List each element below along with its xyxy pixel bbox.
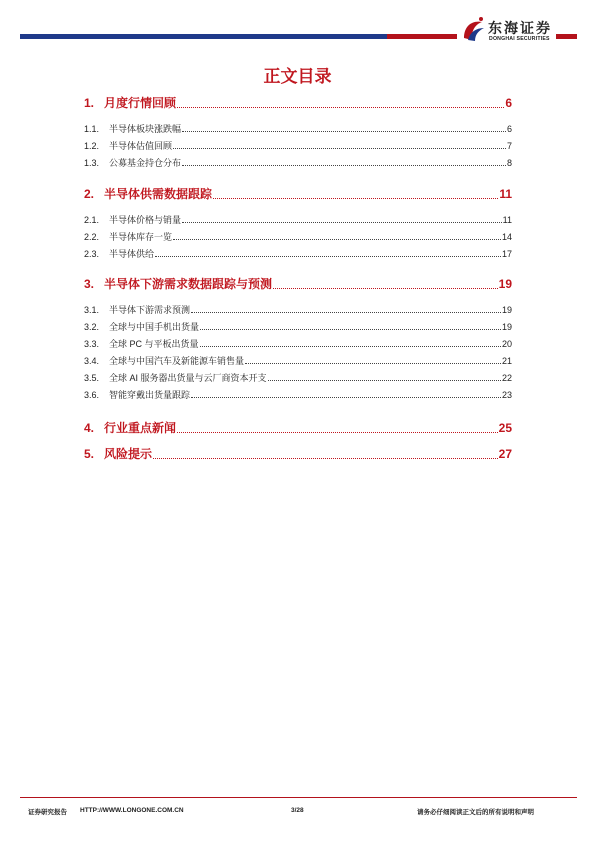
toc-entry-1-3[interactable]	[84, 156, 512, 169]
brand-name-cn: 东海证券	[488, 21, 552, 37]
toc-leader-dots	[177, 432, 498, 433]
toc-leader-dots	[173, 148, 506, 149]
toc-entry-page: 23	[501, 390, 512, 400]
footer-report-type: 证券研究报告	[28, 809, 67, 816]
toc-entry-label: 全球 AI 服务器出货量与云厂商资本开支	[109, 373, 267, 383]
footer-rule	[20, 797, 577, 798]
toc-entry-3[interactable]	[84, 275, 512, 292]
toc-entry-page: 22	[501, 373, 512, 383]
header-rule-blue	[20, 34, 387, 39]
toc-entry-3-4[interactable]	[84, 354, 512, 367]
toc-leader-dots	[177, 107, 504, 108]
toc-entry-3-5[interactable]	[84, 371, 512, 384]
toc-entry-page: 27	[498, 447, 512, 461]
toc-leader-dots	[173, 239, 501, 240]
toc-entry-page: 17	[501, 249, 512, 259]
toc-entry-num: 1.	[84, 96, 95, 110]
toc-entry-label: 全球 PC 与平板出货量	[109, 339, 199, 349]
toc-entry-num: 3.5.	[84, 373, 100, 383]
toc-entry-page: 11	[499, 187, 512, 201]
brand-name-en: DONGHAI SECURITIES	[489, 36, 550, 42]
toc-leader-dots	[200, 329, 501, 330]
toc-entry-num: 3.2.	[84, 322, 100, 332]
toc-entry-num: 1.2.	[84, 141, 100, 151]
toc-entry-num: 1.1.	[84, 124, 100, 134]
footer-disclaimer: 请务必仔细阅读正文后的所有说明和声明	[417, 809, 534, 816]
toc-entry-label: 半导体价格与销量	[109, 215, 182, 225]
toc-entry-label: 半导体库存一览	[109, 232, 173, 242]
toc-entry-num: 4.	[84, 421, 95, 435]
toc-entry-page: 11	[502, 215, 512, 225]
toc-entry-num: 2.3.	[84, 249, 100, 259]
toc-entry-page: 19	[498, 277, 512, 291]
toc-leader-dots	[182, 222, 502, 223]
header-rule-right	[556, 34, 577, 39]
header-rule-red	[387, 34, 457, 39]
toc-leader-dots	[245, 363, 501, 364]
toc-entry-page: 6	[506, 124, 512, 134]
toc-leader-dots	[155, 256, 501, 257]
footer-page-number: 3/28	[291, 807, 304, 814]
toc-leader-dots	[273, 288, 498, 289]
toc-entry-page: 14	[501, 232, 512, 242]
brand-mark-icon	[458, 14, 490, 46]
toc-entry-label: 月度行情回顾	[104, 96, 177, 110]
toc-entry-label: 全球与中国汽车及新能源车销售量	[109, 356, 245, 366]
toc-entry-page: 8	[506, 158, 512, 168]
toc-entry-label: 风险提示	[104, 447, 153, 461]
header-rule	[20, 34, 457, 39]
toc-entry-1[interactable]	[84, 94, 512, 111]
toc-entry-page: 21	[501, 356, 512, 366]
toc-entry-1-1[interactable]	[84, 122, 512, 135]
toc-entry-page: 19	[501, 322, 512, 332]
toc-entry-label: 公募基金持仓分布	[109, 158, 182, 168]
toc-entry-label: 半导体板块涨跌幅	[109, 124, 182, 134]
toc-leader-dots	[153, 458, 498, 459]
toc-entry-label: 全球与中国手机出货量	[109, 322, 200, 332]
toc-entry-3-6[interactable]	[84, 388, 512, 401]
toc-entry-3-2[interactable]	[84, 320, 512, 333]
toc-entry-5[interactable]	[84, 445, 512, 462]
toc-entry-label: 半导体估值回顾	[109, 141, 173, 151]
toc-entry-num: 3.	[84, 277, 95, 291]
toc-entry-num: 2.1.	[84, 215, 100, 225]
toc-entry-page: 7	[506, 141, 512, 151]
toc-entry-label: 半导体下游需求预测	[109, 305, 191, 315]
toc-entry-num: 3.6.	[84, 390, 100, 400]
brand-logo	[458, 14, 558, 48]
footer-url[interactable]: HTTP://WWW.LONGONE.COM.CN	[80, 807, 184, 814]
toc-entry-num: 5.	[84, 447, 95, 461]
toc-entry-3-1[interactable]	[84, 303, 512, 316]
toc-entry-num: 1.3.	[84, 158, 100, 168]
toc-entry-2[interactable]	[84, 185, 512, 202]
toc-leader-dots	[182, 165, 506, 166]
toc-entry-num: 2.	[84, 187, 95, 201]
toc-entry-2-3[interactable]	[84, 247, 512, 260]
toc-title: 正文目录	[263, 67, 332, 86]
toc-leader-dots	[213, 198, 498, 199]
toc-leader-dots	[191, 397, 501, 398]
toc-entry-label: 行业重点新闻	[104, 421, 177, 435]
toc-entry-label: 半导体供给	[109, 249, 155, 259]
toc-entry-page: 20	[501, 339, 512, 349]
toc-entry-page: 6	[505, 96, 512, 110]
toc-entry-1-2[interactable]	[84, 139, 512, 152]
toc-entry-4[interactable]	[84, 419, 512, 436]
toc-entry-2-2[interactable]	[84, 230, 512, 243]
toc-leader-dots	[191, 312, 501, 313]
toc-entry-label: 半导体下游需求数据跟踪与预测	[104, 277, 273, 291]
toc-entry-num: 3.4.	[84, 356, 100, 366]
toc-leader-dots	[182, 131, 506, 132]
toc-entry-label: 智能穿戴出货量跟踪	[109, 390, 191, 400]
toc-leader-dots	[268, 380, 501, 381]
toc-leader-dots	[200, 346, 501, 347]
toc-entry-3-3[interactable]	[84, 337, 512, 350]
toc-entry-num: 3.1.	[84, 305, 100, 315]
toc-entry-num: 2.2.	[84, 232, 100, 242]
toc-entry-num: 3.3.	[84, 339, 100, 349]
toc-entry-2-1[interactable]	[84, 213, 512, 226]
toc-entry-page: 19	[501, 305, 512, 315]
toc-entry-page: 25	[498, 421, 512, 435]
toc-entry-label: 半导体供需数据跟踪	[104, 187, 213, 201]
